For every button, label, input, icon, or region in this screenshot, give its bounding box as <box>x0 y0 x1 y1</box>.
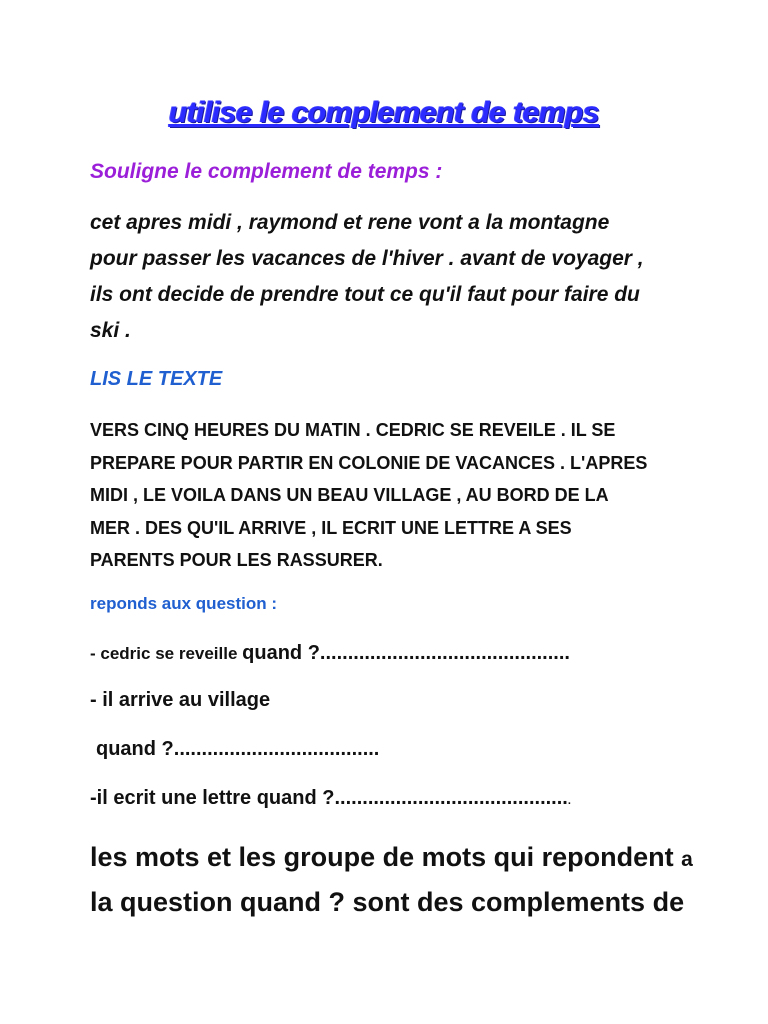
question-3 <box>90 787 571 810</box>
question-2-line-2: quand ?..................................... <box>96 738 380 760</box>
question-1 <box>90 642 570 665</box>
question-3-main: -il ecrit une lettre quand ?.......................................... <box>90 787 568 809</box>
question-1-end: quand ?............................................. <box>242 642 570 664</box>
exercise-instruction: Souligne le complement de temps : <box>90 160 443 183</box>
paragraph-line: pour passer les vacances de l'hiver . avant de voyager , <box>90 247 644 270</box>
conclusion-line-1-main: les mots et les groupe de mots qui repondent <box>90 842 682 872</box>
paragraph-line: ils ont decide de prendre tout ce qu'il faut pour faire du <box>90 283 640 306</box>
page-title: utilise le complement de temps <box>168 96 600 129</box>
reading-line: MIDI , LE VOILA DANS UN BEAU VILLAGE , AU BORD DE LA <box>90 485 609 505</box>
reading-line: VERS CINQ HEURES DU MATIN . CEDRIC SE REVEILE . IL SE <box>90 420 616 440</box>
conclusion-line-2: la question quand ? sont des complements de <box>90 887 685 917</box>
question-3-tail: . <box>567 795 571 807</box>
reading-line: MER . DES QU'IL ARRIVE , IL ECRIT UNE LETTRE A SES <box>90 517 572 538</box>
paragraph-line: ski . <box>90 319 131 342</box>
conclusion-line-1-a: a <box>681 848 693 871</box>
paragraph-line: cet apres midi , raymond et rene vont a la montagne <box>90 211 610 234</box>
reading-text <box>90 414 690 577</box>
questions-label: reponds aux question : <box>90 594 278 613</box>
question-1-start: - cedric se reveille <box>90 644 243 663</box>
reading-line: PARENTS POUR LES RASSURER. <box>90 550 383 570</box>
conclusion-text <box>90 836 710 923</box>
question-2-line-1: - il arrive au village <box>90 689 271 711</box>
reading-heading: LIS LE TEXTE <box>90 368 223 390</box>
exercise-paragraph <box>90 205 690 349</box>
reading-line: PREPARE POUR PARTIR EN COLONIE DE VACANCES . L'APRES <box>90 452 648 473</box>
conclusion-line-1 <box>90 836 710 881</box>
